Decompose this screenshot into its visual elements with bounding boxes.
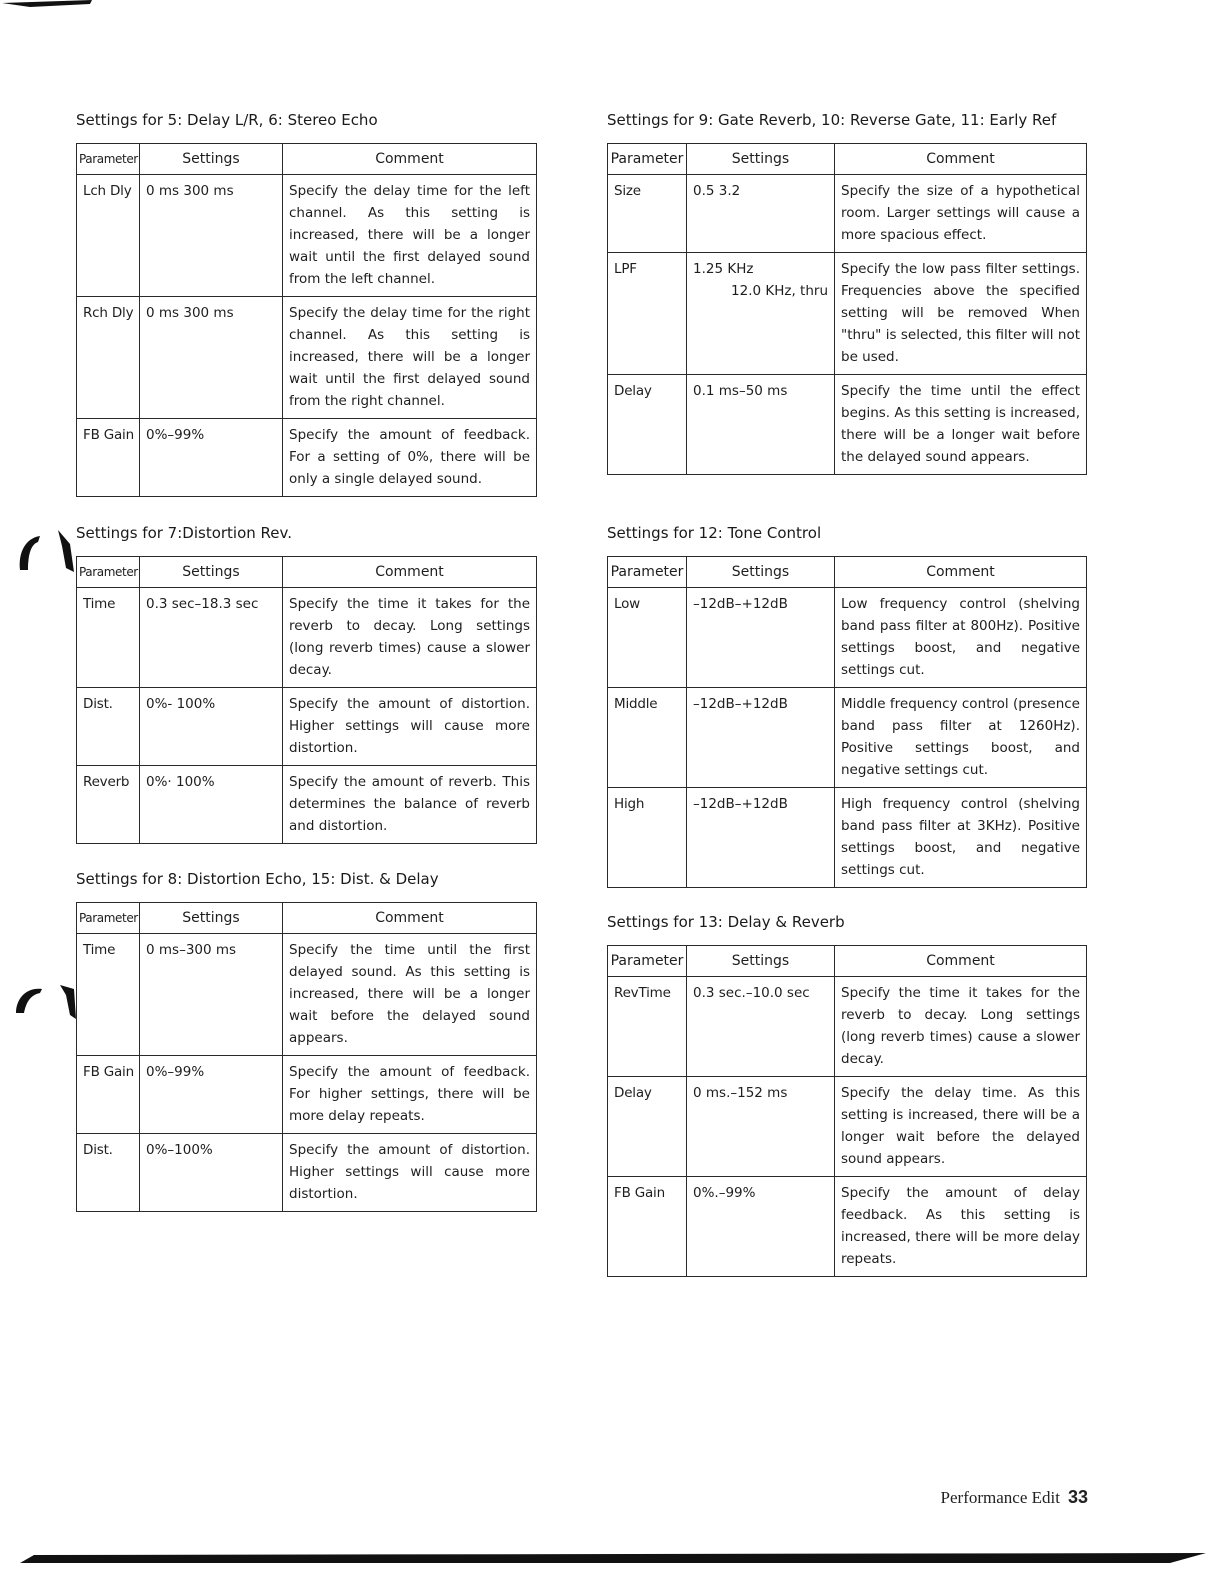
header-settings: Settings	[687, 144, 835, 175]
param-cell: LPF	[608, 253, 687, 375]
table-row	[77, 688, 537, 766]
comment-cell: Specify the delay time for the right channel. As this setting is increased, there will be a longer wait until the first delayed sound from the right channel.	[283, 297, 537, 419]
page-number: 33	[1067, 1487, 1088, 1507]
param-cell: High	[608, 788, 687, 888]
comment-cell: Specify the time until the first delayed sound. As this setting is increased, there will be a longer wait before the delayed sound appears.	[283, 934, 537, 1056]
table-header-row	[608, 144, 1087, 175]
param-cell: Reverb	[77, 766, 140, 844]
setting-cell: 0%–100%	[140, 1134, 283, 1212]
settings-table	[76, 143, 537, 497]
param-cell: Lch Dly	[77, 175, 140, 297]
setting-cell: 0%· 100%	[140, 766, 283, 844]
footer-section-title: Performance Edit	[940, 1488, 1060, 1507]
param-cell: Dist.	[77, 688, 140, 766]
table-row	[608, 977, 1087, 1077]
table-row	[77, 1056, 537, 1134]
header-comment: Comment	[835, 557, 1087, 588]
setting-cell: –12dB–+12dB	[687, 588, 835, 688]
header-parameter: Parameter	[77, 144, 140, 175]
table-section-distortion-rev	[76, 523, 537, 844]
binder-hole-mark-1	[10, 528, 76, 578]
table-row	[608, 788, 1087, 888]
param-cell: Dist.	[77, 1134, 140, 1212]
comment-cell: Specify the time it takes for the reverb to decay. Long settings (long reverb times) cause a slower decay.	[283, 588, 537, 688]
table-row	[77, 1134, 537, 1212]
header-comment: Comment	[835, 946, 1087, 977]
param-cell: FB Gain	[77, 1056, 140, 1134]
comment-cell: Specify the amount of feedback. For higher settings, there will be more delay repeats.	[283, 1056, 537, 1134]
header-comment: Comment	[283, 903, 537, 934]
setting-cell	[687, 253, 835, 375]
param-cell: FB Gain	[608, 1177, 687, 1277]
comment-cell: Specify the amount of distortion. Higher settings will cause more distortion.	[283, 688, 537, 766]
comment-cell: Specify the delay time for the left channel. As this setting is increased, there will be a longer wait until the first delayed sound from the left channel.	[283, 175, 537, 297]
param-cell: Time	[77, 588, 140, 688]
page-footer	[941, 1487, 1088, 1508]
table-row	[608, 1077, 1087, 1177]
table-row	[77, 175, 537, 297]
table-row	[608, 253, 1087, 375]
header-parameter: Parameter	[77, 903, 140, 934]
comment-cell: Low frequency control (shelving band pass filter at 800Hz). Positive settings boost, and negative settings cut.	[835, 588, 1087, 688]
table-row	[77, 766, 537, 844]
comment-cell: Specify the amount of delay feedback. As this setting is increased, there will be more delay repeats.	[835, 1177, 1087, 1277]
comment-cell: Middle frequency control (presence band pass filter at 1260Hz). Positive settings boost, and negative settings cut.	[835, 688, 1087, 788]
comment-cell: Specify the time until the effect begins. As this setting is increased, there will be a longer wait before the delayed sound appears.	[835, 375, 1087, 475]
table-row	[77, 297, 537, 419]
param-cell: Rch Dly	[77, 297, 140, 419]
comment-cell: Specify the low pass filter settings. Frequencies above the specified setting will be removed When "thru" is selected, this filter will not be used.	[835, 253, 1087, 375]
setting-line-2: 12.0 KHz, thru	[731, 283, 828, 299]
settings-table	[607, 556, 1087, 888]
table-row	[77, 419, 537, 497]
comment-cell: Specify the time it takes for the reverb to decay. Long settings (long reverb times) cause a slower decay.	[835, 977, 1087, 1077]
setting-cell: 0.3 sec–18.3 sec	[140, 588, 283, 688]
header-parameter: Parameter	[608, 946, 687, 977]
setting-cell: –12dB–+12dB	[687, 688, 835, 788]
param-cell: RevTime	[608, 977, 687, 1077]
setting-cell: 0 ms 300 ms	[140, 175, 283, 297]
table-caption: Settings for 8: Distortion Echo, 15: Dist. & Delay	[76, 870, 439, 888]
table-section-delay-lr	[76, 110, 537, 497]
header-comment: Comment	[283, 144, 537, 175]
param-cell: Middle	[608, 688, 687, 788]
param-cell: Time	[77, 934, 140, 1056]
table-header-row	[608, 557, 1087, 588]
setting-line-1: 1.25 KHz	[693, 261, 754, 277]
settings-table	[607, 945, 1087, 1277]
comment-cell: High frequency control (shelving band pass filter at 3KHz). Positive settings boost, and negative settings cut.	[835, 788, 1087, 888]
setting-cell: 0.1 ms–50 ms	[687, 375, 835, 475]
settings-table	[607, 143, 1087, 475]
table-header-row	[77, 903, 537, 934]
comment-cell: Specify the size of a hypothetical room. Larger settings will cause a more spacious effect.	[835, 175, 1087, 253]
table-section-delay-reverb	[607, 912, 1087, 1277]
header-settings: Settings	[687, 557, 835, 588]
setting-cell: –12dB–+12dB	[687, 788, 835, 888]
setting-cell: 0.5 3.2	[687, 175, 835, 253]
table-caption: Settings for 5: Delay L/R, 6: Stereo Echo	[76, 111, 378, 129]
table-row	[608, 688, 1087, 788]
table-header-row	[77, 557, 537, 588]
table-caption: Settings for 12: Tone Control	[607, 524, 822, 542]
setting-cell: 0.3 sec.–10.0 sec	[687, 977, 835, 1077]
table-section-gate-reverb	[607, 110, 1087, 475]
param-cell: Low	[608, 588, 687, 688]
header-parameter: Parameter	[608, 144, 687, 175]
param-cell: Delay	[608, 375, 687, 475]
table-row	[77, 934, 537, 1056]
param-cell: Delay	[608, 1077, 687, 1177]
table-section-distortion-echo	[76, 869, 537, 1212]
table-caption: Settings for 7:Distortion Rev.	[76, 524, 292, 542]
param-cell: Size	[608, 175, 687, 253]
header-settings: Settings	[140, 144, 283, 175]
setting-cell: 0%- 100%	[140, 688, 283, 766]
setting-cell: 0%.–99%	[687, 1177, 835, 1277]
comment-cell: Specify the amount of distortion. Higher settings will cause more distortion.	[283, 1134, 537, 1212]
header-comment: Comment	[835, 144, 1087, 175]
param-cell: FB Gain	[77, 419, 140, 497]
bottom-edge-rule	[0, 1551, 1206, 1565]
settings-table	[76, 902, 537, 1212]
header-settings: Settings	[687, 946, 835, 977]
setting-cell: 0 ms–300 ms	[140, 934, 283, 1056]
table-header-row	[608, 946, 1087, 977]
setting-cell: 0 ms.–152 ms	[687, 1077, 835, 1177]
header-settings: Settings	[140, 557, 283, 588]
header-comment: Comment	[283, 557, 537, 588]
table-row	[608, 1177, 1087, 1277]
header-parameter: Parameter	[77, 557, 140, 588]
table-row	[77, 588, 537, 688]
setting-cell: 0 ms 300 ms	[140, 297, 283, 419]
comment-cell: Specify the amount of feedback. For a setting of 0%, there will be only a single delayed sound.	[283, 419, 537, 497]
table-header-row	[77, 144, 537, 175]
header-settings: Settings	[140, 903, 283, 934]
table-row	[608, 588, 1087, 688]
table-row	[608, 375, 1087, 475]
settings-table	[76, 556, 537, 844]
header-parameter: Parameter	[608, 557, 687, 588]
table-caption: Settings for 9: Gate Reverb, 10: Reverse Gate, 11: Early Ref	[607, 111, 1057, 129]
scan-corner-mark	[0, 0, 100, 14]
setting-cell: 0%–99%	[140, 1056, 283, 1134]
table-caption: Settings for 13: Delay & Reverb	[607, 913, 845, 931]
comment-cell: Specify the amount of reverb. This determines the balance of reverb and distortion.	[283, 766, 537, 844]
table-row	[608, 175, 1087, 253]
setting-cell: 0%–99%	[140, 419, 283, 497]
binder-hole-mark-2	[10, 975, 80, 1025]
table-section-tone-control	[607, 523, 1087, 888]
comment-cell: Specify the delay time. As this setting is increased, there will be a longer wait before the delayed sound appears.	[835, 1077, 1087, 1177]
